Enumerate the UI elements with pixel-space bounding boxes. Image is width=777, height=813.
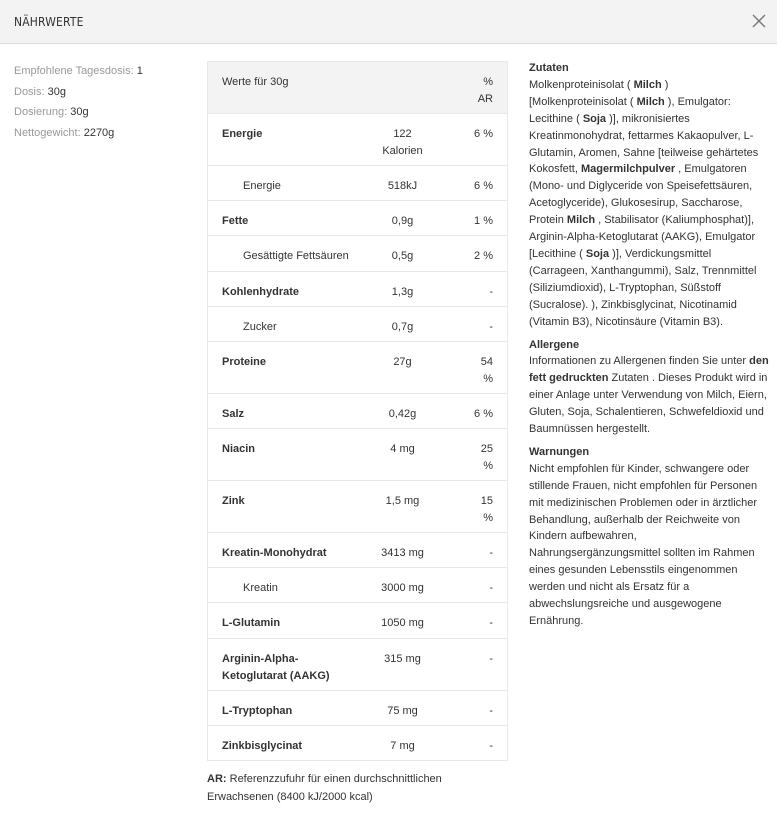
- row-name: Proteine: [222, 356, 267, 368]
- table-row: [208, 428, 507, 480]
- table-row: [208, 306, 507, 341]
- table-row: [208, 690, 507, 725]
- table-row: [208, 638, 507, 690]
- row-amount: 27g: [393, 356, 412, 368]
- footnote-text: Referenzzufuhr für einen durchschnittlichen Erwachsenen (8400 kJ/2000 kcal): [207, 773, 442, 803]
- nutrition-table: [207, 61, 508, 761]
- row-amount: 4 mg: [390, 443, 415, 455]
- row-percent: -: [489, 582, 493, 594]
- header-amount: [353, 62, 452, 113]
- table-row: [208, 567, 507, 602]
- table-row: [208, 165, 507, 200]
- row-name: Kreatin-Monohydrat: [222, 547, 327, 559]
- summary-dose: Dosis: 30g: [14, 85, 66, 98]
- row-name: L-Glutamin: [222, 617, 281, 629]
- row-amount: 3000 mg: [381, 582, 424, 594]
- row-name: Arginin-Alpha- Ketoglutarat (AAKG): [222, 653, 330, 682]
- dosage-summary: [14, 61, 199, 143]
- table-row: [208, 532, 507, 567]
- row-percent: 54 %: [480, 356, 493, 385]
- table-row: [208, 480, 507, 532]
- row-name: Energie: [222, 128, 263, 140]
- row-percent: -: [489, 286, 493, 298]
- row-name: Zucker: [243, 321, 277, 333]
- allergens-title: Allergene: [529, 338, 580, 351]
- row-amount: 0,7g: [391, 321, 414, 333]
- row-name: L-Tryptophan: [222, 705, 293, 717]
- row-name: Kreatin: [243, 582, 278, 594]
- dialog-title: NÄHRWERTE: [14, 14, 84, 29]
- row-amount: 1050 mg: [381, 617, 424, 629]
- row-amount: 122 Kalorien: [382, 128, 423, 157]
- dialog-header: [0, 0, 777, 44]
- close-icon[interactable]: [750, 12, 768, 30]
- row-percent: -: [489, 321, 493, 333]
- table-row: [208, 393, 507, 428]
- row-name: Niacin: [222, 443, 256, 455]
- table-row: [208, 341, 507, 393]
- row-amount: 0,5g: [391, 250, 414, 262]
- table-row: [208, 271, 507, 306]
- row-amount: 75 mg: [387, 705, 418, 717]
- row-percent: 1 %: [474, 215, 493, 227]
- row-amount: 0,42g: [388, 408, 417, 420]
- row-percent: -: [489, 705, 493, 717]
- row-percent: 2 %: [474, 250, 493, 262]
- row-percent: -: [489, 617, 493, 629]
- product-info: [529, 60, 769, 636]
- table-row: [208, 113, 507, 165]
- ingredients-title: Zutaten: [529, 62, 569, 74]
- table-row: [208, 602, 507, 638]
- row-amount: 315 mg: [384, 653, 421, 665]
- row-percent: 6 %: [474, 408, 493, 420]
- row-percent: -: [489, 740, 493, 752]
- footnote-label: AR:: [207, 773, 227, 785]
- table-row: [208, 235, 507, 271]
- summary-dosage: Dosierung: 30g: [14, 106, 89, 118]
- header-percent: % AR: [477, 76, 493, 105]
- row-amount: 1,3g: [391, 286, 414, 298]
- row-percent: 6 %: [474, 180, 493, 192]
- row-percent: -: [489, 653, 493, 665]
- summary-daily-dose: Empfohlene Tagesdosis: 1: [14, 65, 143, 77]
- row-name: Energie: [243, 180, 281, 192]
- row-name: Gesättigte Fettsäuren: [243, 250, 349, 262]
- row-amount: 3413 mg: [381, 547, 424, 559]
- summary-net-weight: Nettogewicht: 2270g: [14, 126, 115, 139]
- row-name: Kohlenhydrate: [222, 286, 300, 298]
- warnings-title: Warnungen: [529, 445, 590, 458]
- ar-footnote: [207, 771, 507, 806]
- row-name: Fette: [222, 215, 249, 227]
- row-percent: -: [489, 547, 493, 559]
- row-amount: 7 mg: [390, 740, 415, 752]
- row-amount: 518kJ: [387, 180, 418, 192]
- row-name: Zinkbisglycinat: [222, 740, 303, 752]
- allergens-text: Informationen zu Allergenen finden Sie unter den fett gedruckten Zutaten . Dieses Produkt wird in einer Anlage unter Verwendung von Milch, Eiern, Gluten, Soja, Schalentieren, Schwefeldioxid und Baumnüssen hergestellt.: [529, 355, 769, 436]
- row-name: Zink: [222, 495, 245, 507]
- row-name: Salz: [222, 408, 245, 420]
- row-amount: 1,5 mg: [385, 495, 420, 507]
- row-percent: 15 %: [480, 495, 493, 524]
- ingredients-text: Molkenproteinisolat ( Milch ) [Molkenproteinisolat ( Milch ), Emulgator: Lecithine ( Soja )], mikronisiertes Kreatinmonohydrat, fettarmes Kakaopulver, L-Glutamin, Aromen, Sahne [teilweise gehärtetes Kokosfett, Magermilchpulver , Emulgatoren (Mono- und Diglyceride von Speisefettsäuren, Acetoglyceride), Glukosesirup, Saccharose, Protein Milch , Stabilisator (Kaliumphosphat)], Arginin-Alpha-Ketoglutarat (AAKG), Emulgator [Lecithine ( Soja )], Verdickungsmittel (Carrageen, Xanthangummi), Salz, Trennmittel (Siliziumdioxid), L-Tryptophan, Süßstoff (Sucralose). ), Zinkbisglycinat, Nicotinamid (Vitamin B3), Nicotinsäure (Vitamin B3).: [529, 78, 759, 328]
- row-percent: 6 %: [474, 128, 493, 140]
- row-amount: 0,9g: [391, 215, 414, 227]
- table-header-row: [208, 62, 507, 113]
- warnings-text: Nicht empfohlen für Kinder, schwangere oder stillende Frauen, nicht empfohlen für Personen mit medizinischen Problemen oder in ärztlicher Behandlung, außerhalb der Reichweite von Kindern aufbewahren, Nahrungsergänzungsmittel sollten im Rahmen eines gesunden Lebensstils eingenommen werden und nicht als Ersatz für a abwechslungsreiche und ausgewogene Ernährung.: [529, 462, 758, 627]
- header-name: Werte für 30g: [222, 76, 289, 88]
- table-row: [208, 725, 507, 760]
- row-percent: 25 %: [480, 443, 493, 472]
- table-row: [208, 200, 507, 235]
